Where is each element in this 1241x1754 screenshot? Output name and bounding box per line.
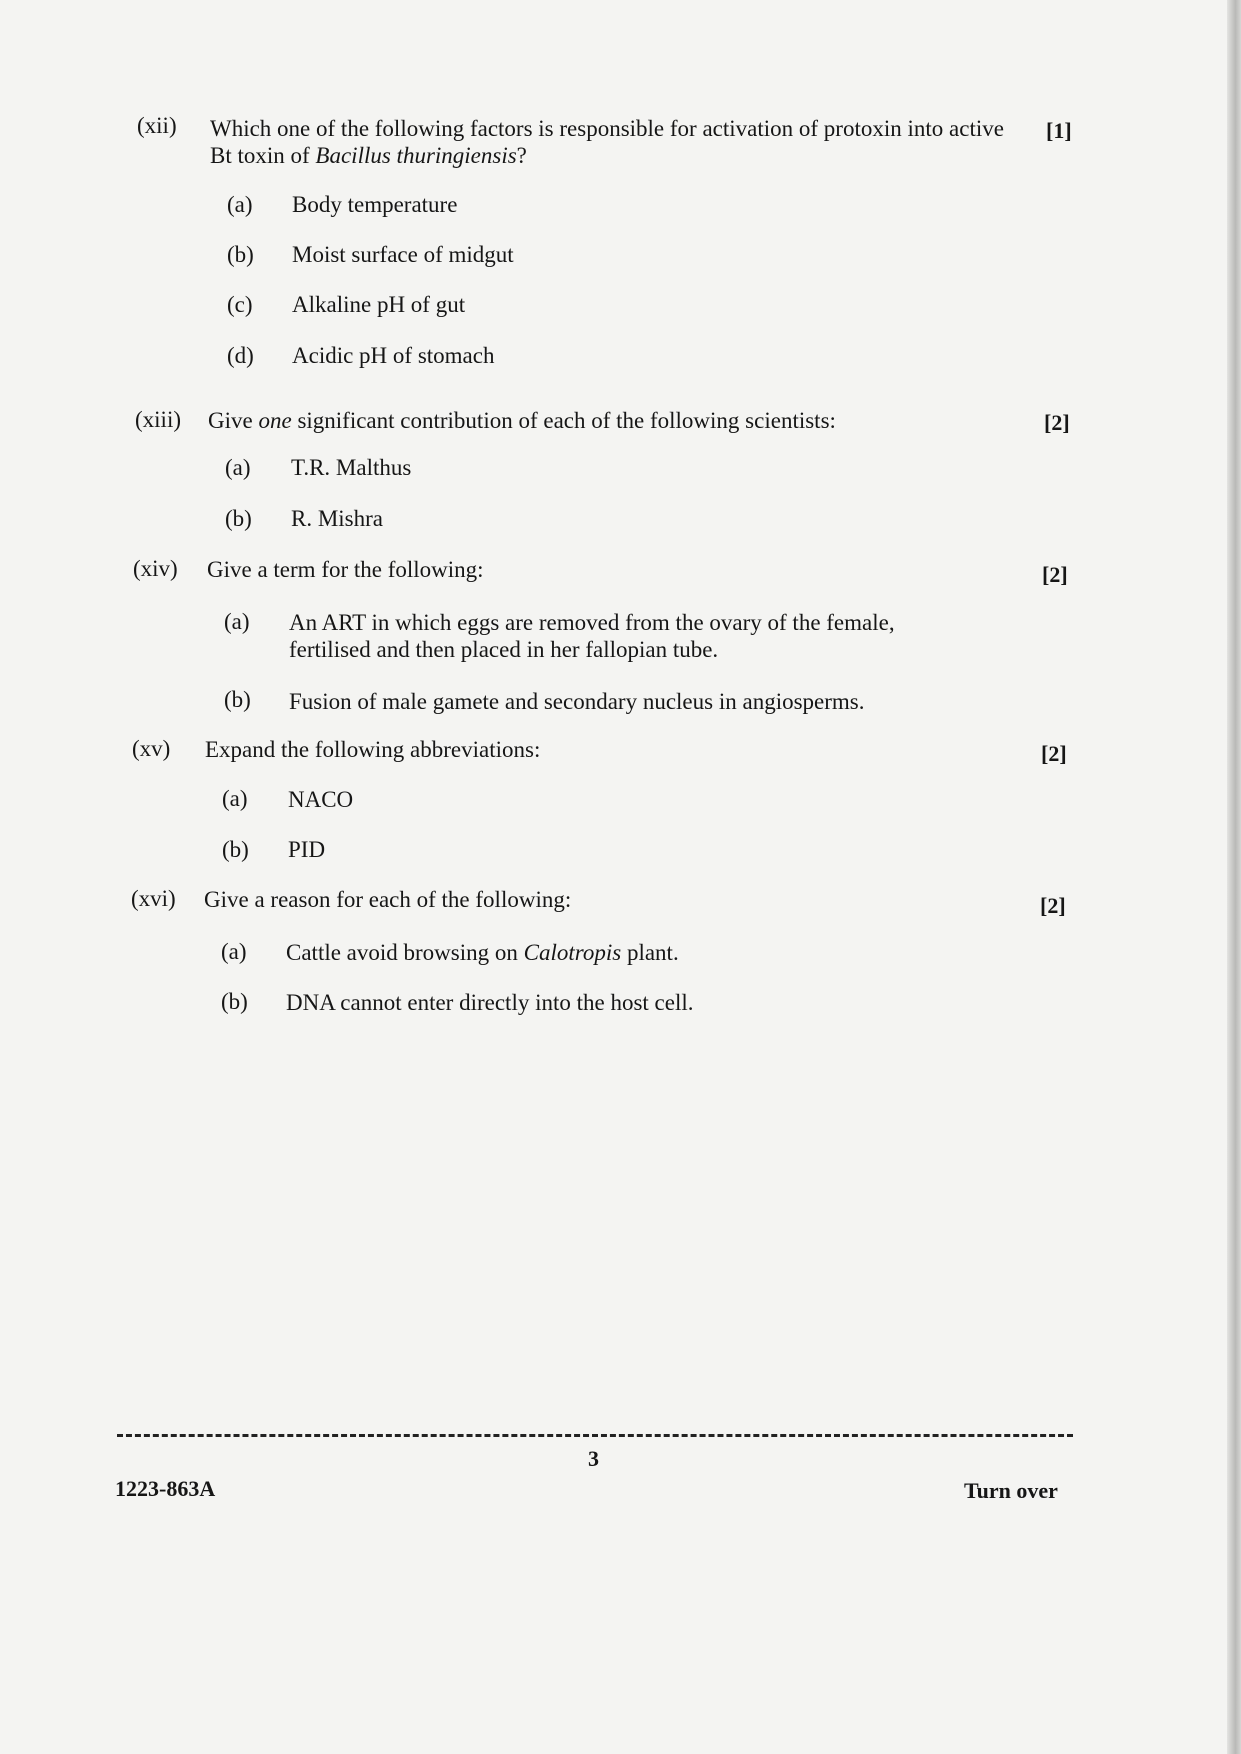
option-label: (a) bbox=[225, 455, 251, 480]
option-text: Body temperature bbox=[292, 192, 458, 217]
option-text: Moist surface of midgut bbox=[292, 242, 514, 267]
page-edge-shadow bbox=[1227, 0, 1241, 1754]
question-number: (xv) bbox=[132, 736, 171, 761]
option-label: (b) bbox=[221, 989, 248, 1014]
option-text: PID bbox=[288, 837, 326, 862]
option-label: (a) bbox=[222, 786, 248, 811]
footer-divider bbox=[117, 1434, 1073, 1437]
question-number: (xii) bbox=[137, 113, 177, 138]
option-text: An ART in which eggs are removed from the ovary of the female, fertilised and then placed in her fallopian tube. bbox=[289, 610, 895, 662]
marks: [2] bbox=[1042, 562, 1068, 587]
option-label: (d) bbox=[227, 343, 254, 368]
option-label: (a) bbox=[221, 939, 247, 964]
option-text: NACO bbox=[288, 787, 354, 812]
marks: [2] bbox=[1040, 893, 1066, 918]
option-label: (b) bbox=[222, 837, 249, 862]
question-text: Give a term for the following: bbox=[207, 557, 484, 582]
question-text: Give a reason for each of the following: bbox=[204, 887, 572, 912]
question-number: (xiv) bbox=[133, 556, 178, 581]
question-number: (xiii) bbox=[135, 407, 181, 432]
option-label: (b) bbox=[227, 242, 254, 267]
marks: [2] bbox=[1044, 410, 1070, 435]
marks: [2] bbox=[1041, 741, 1067, 766]
question-text: Expand the following abbreviations: bbox=[205, 737, 541, 762]
option-label: (a) bbox=[227, 192, 253, 217]
question-text: Give one significant contribution of each of the following scientists: bbox=[208, 408, 836, 433]
option-text: R. Mishra bbox=[291, 506, 383, 531]
marks: [1] bbox=[1046, 118, 1072, 143]
option-label: (c) bbox=[227, 292, 253, 317]
turn-over-label: Turn over bbox=[964, 1478, 1058, 1503]
option-text: T.R. Malthus bbox=[291, 455, 412, 480]
option-text: Alkaline pH of gut bbox=[292, 292, 466, 317]
question-text: Which one of the following factors is responsible for activation of protoxin into active Bt toxin of Bacillus thuringiensis? bbox=[210, 116, 1004, 168]
option-text: Acidic pH of stomach bbox=[292, 343, 495, 368]
page-number: 3 bbox=[588, 1446, 599, 1471]
option-label: (a) bbox=[224, 609, 250, 634]
option-text: Cattle avoid browsing on Calotropis plant. bbox=[286, 940, 679, 965]
option-label: (b) bbox=[224, 687, 251, 712]
option-label: (b) bbox=[225, 506, 252, 531]
paper-code: 1223-863A bbox=[115, 1476, 216, 1501]
option-text: Fusion of male gamete and secondary nucleus in angiosperms. bbox=[289, 689, 865, 714]
question-number: (xvi) bbox=[131, 886, 176, 911]
option-text: DNA cannot enter directly into the host cell. bbox=[286, 990, 694, 1015]
